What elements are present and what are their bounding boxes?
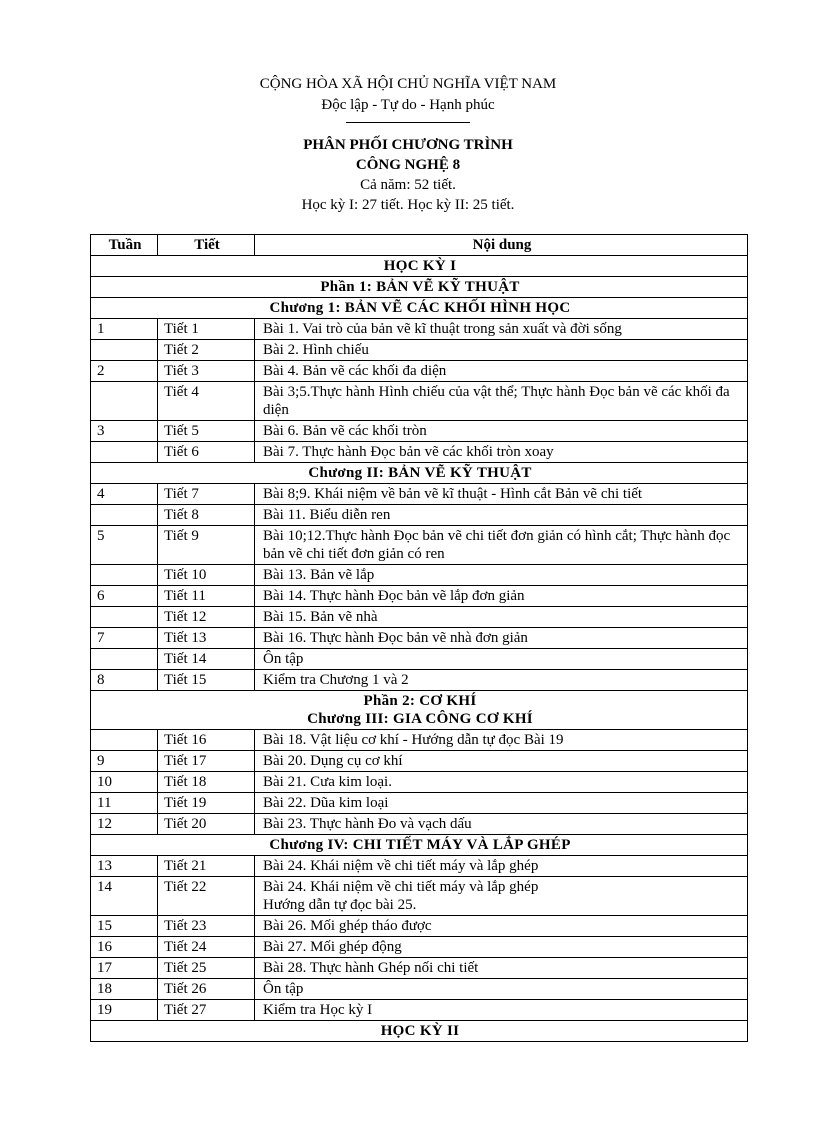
- period-cell: Tiết 19: [158, 793, 255, 814]
- table-row: [91, 421, 748, 442]
- period-cell: Tiết 4: [158, 382, 255, 421]
- content-cell: [255, 526, 748, 565]
- period-cell: Tiết 1: [158, 319, 255, 340]
- content-cell: [255, 586, 748, 607]
- content-cell: [255, 565, 748, 586]
- content-text: Kiểm tra Học kỳ I: [263, 1002, 373, 1018]
- content-cell: [255, 793, 748, 814]
- table-row: [91, 586, 748, 607]
- content-cell: [255, 814, 748, 835]
- week-cell: 19: [91, 1000, 158, 1021]
- table-row: [91, 793, 748, 814]
- content-text: Bài 16. Thực hành Đọc bản vẽ nhà đơn giản: [263, 630, 528, 646]
- section-heading-text: Chương IV: CHI TIẾT MÁY VÀ LẮP GHÉP: [269, 837, 571, 853]
- week-cell: 14: [91, 877, 158, 916]
- content-text: Bài 15. Bản vẽ nhà: [263, 609, 378, 625]
- section-row: [91, 463, 748, 484]
- content-text: Bài 22. Dũa kim loại: [263, 795, 389, 811]
- table-header-row: [91, 235, 748, 256]
- week-cell: [91, 730, 158, 751]
- content-text: Bài 26. Mối ghép tháo được: [263, 918, 432, 934]
- motto: Độc lập - Tự do - Hạnh phúc: [321, 97, 495, 113]
- content-text: Bài 14. Thực hành Đọc bản vẽ lắp đơn giản: [263, 588, 525, 604]
- content-cell: [255, 670, 748, 691]
- section-row: [91, 277, 748, 298]
- content-text: Bài 20. Dụng cụ cơ khí: [263, 753, 403, 769]
- content-cell: [255, 1000, 748, 1021]
- content-text: Bài 10;12.Thực hành Đọc bản vẽ chi tiết đơn giản có hình cắt; Thực hành đọc bản vẽ chi tiết đơn giản có ren: [263, 528, 731, 562]
- week-cell: 10: [91, 772, 158, 793]
- content-text: Bài 18. Vật liệu cơ khí - Hướng dẫn tự đọc Bài 19: [263, 732, 564, 748]
- header-divider: [346, 122, 470, 123]
- week-cell: 12: [91, 814, 158, 835]
- content-cell: [255, 751, 748, 772]
- table-row: [91, 1000, 748, 1021]
- section-heading: [91, 256, 748, 277]
- content-text: Ôn tập: [263, 651, 304, 667]
- content-cell: [255, 958, 748, 979]
- period-cell: Tiết 23: [158, 916, 255, 937]
- week-cell: [91, 340, 158, 361]
- section-row: [91, 256, 748, 277]
- section-heading: [91, 463, 748, 484]
- section-heading: [91, 835, 748, 856]
- week-cell: [91, 565, 158, 586]
- section-heading-text: Phần 1: BẢN VẼ KỸ THUẬT: [320, 279, 520, 295]
- period-cell: Tiết 8: [158, 505, 255, 526]
- content-cell: [255, 730, 748, 751]
- week-cell: 6: [91, 586, 158, 607]
- section-heading: [91, 1021, 748, 1042]
- content-text: Bài 28. Thực hành Ghép nối chi tiết: [263, 960, 479, 976]
- column-header-period: Tiết: [158, 235, 255, 256]
- period-cell: Tiết 25: [158, 958, 255, 979]
- section-heading: [91, 691, 748, 730]
- section-heading-text: Chương II: BẢN VẼ KỸ THUẬT: [308, 465, 532, 481]
- period-cell: Tiết 2: [158, 340, 255, 361]
- section-row: [91, 691, 748, 730]
- table-row: [91, 814, 748, 835]
- table-row: [91, 526, 748, 565]
- week-cell: 1: [91, 319, 158, 340]
- table-row: [91, 916, 748, 937]
- table-row: [91, 958, 748, 979]
- week-cell: 3: [91, 421, 158, 442]
- period-cell: Tiết 21: [158, 856, 255, 877]
- week-cell: 11: [91, 793, 158, 814]
- week-cell: 4: [91, 484, 158, 505]
- column-header-content: Nội dung: [255, 235, 748, 256]
- subject-title: CÔNG NGHỆ 8: [355, 157, 461, 173]
- table-row: [91, 856, 748, 877]
- content-cell: [255, 382, 748, 421]
- content-cell: [255, 361, 748, 382]
- year-total: Cả năm: 52 tiết.: [360, 177, 456, 193]
- table-row: [91, 382, 748, 421]
- content-text: Ôn tập: [263, 981, 304, 997]
- content-cell: [255, 442, 748, 463]
- week-cell: 2: [91, 361, 158, 382]
- section-subheading-text: Chương III: GIA CÔNG CƠ KHÍ: [307, 711, 533, 727]
- content-cell: [255, 979, 748, 1000]
- period-cell: Tiết 18: [158, 772, 255, 793]
- content-cell: [255, 772, 748, 793]
- period-cell: Tiết 16: [158, 730, 255, 751]
- period-cell: Tiết 26: [158, 979, 255, 1000]
- week-cell: [91, 442, 158, 463]
- period-cell: Tiết 6: [158, 442, 255, 463]
- content-cell: [255, 505, 748, 526]
- table-row: [91, 340, 748, 361]
- week-cell: [91, 382, 158, 421]
- week-cell: 16: [91, 937, 158, 958]
- content-text: Bài 27. Mối ghép động: [263, 939, 402, 955]
- content-text-line2: Hướng dẫn tự đọc bài 25.: [263, 897, 417, 913]
- section-heading: [91, 277, 748, 298]
- period-cell: Tiết 10: [158, 565, 255, 586]
- section-row: [91, 298, 748, 319]
- period-cell: Tiết 14: [158, 649, 255, 670]
- table-row: [91, 877, 748, 916]
- period-cell: Tiết 27: [158, 1000, 255, 1021]
- content-cell: [255, 319, 748, 340]
- week-cell: 17: [91, 958, 158, 979]
- content-text: Bài 21. Cưa kim loại.: [263, 774, 392, 790]
- table-row: [91, 751, 748, 772]
- week-cell: [91, 649, 158, 670]
- week-cell: [91, 607, 158, 628]
- content-text: Bài 23. Thực hành Đo và vạch dấu: [263, 816, 472, 832]
- period-cell: Tiết 3: [158, 361, 255, 382]
- period-cell: Tiết 17: [158, 751, 255, 772]
- content-text: Bài 3;5.Thực hành Hình chiếu của vật thể; Thực hành Đọc bản vẽ các khối đa diện: [263, 384, 730, 418]
- content-text: Bài 7. Thực hành Đọc bản vẽ các khối tròn xoay: [263, 444, 554, 460]
- section-heading-text: Phần 2: CƠ KHÍ: [363, 693, 477, 709]
- period-cell: Tiết 12: [158, 607, 255, 628]
- table-row: [91, 442, 748, 463]
- week-cell: 5: [91, 526, 158, 565]
- period-cell: Tiết 9: [158, 526, 255, 565]
- period-cell: Tiết 13: [158, 628, 255, 649]
- document-title: PHÂN PHỐI CHƯƠNG TRÌNH: [303, 137, 513, 153]
- semester-totals: Học kỳ I: 27 tiết. Học kỳ II: 25 tiết.: [301, 197, 515, 213]
- period-cell: Tiết 15: [158, 670, 255, 691]
- content-text: Bài 8;9. Khái niệm về bản vẽ kĩ thuật - Hình cắt Bản vẽ chi tiết: [263, 486, 643, 502]
- content-cell: [255, 484, 748, 505]
- table-row: [91, 565, 748, 586]
- column-header-week: Tuần: [91, 235, 158, 256]
- period-cell: Tiết 5: [158, 421, 255, 442]
- week-cell: 8: [91, 670, 158, 691]
- content-text: Bài 24. Khái niệm về chi tiết máy và lắp ghép: [263, 879, 539, 895]
- content-cell: [255, 607, 748, 628]
- content-text: Bài 1. Vai trò của bản vẽ kĩ thuật trong sản xuất và đời sống: [263, 321, 622, 337]
- content-text: Bài 13. Bản vẽ lắp: [263, 567, 375, 583]
- week-cell: 18: [91, 979, 158, 1000]
- table-row: [91, 361, 748, 382]
- period-cell: Tiết 7: [158, 484, 255, 505]
- period-cell: Tiết 24: [158, 937, 255, 958]
- table-row: [91, 628, 748, 649]
- content-cell: [255, 937, 748, 958]
- content-cell: [255, 649, 748, 670]
- section-heading-text: HỌC KỲ II: [380, 1023, 460, 1039]
- period-cell: Tiết 11: [158, 586, 255, 607]
- table-body: [91, 256, 748, 1042]
- table-row: [91, 730, 748, 751]
- section-heading: [91, 298, 748, 319]
- content-text: Bài 2. Hình chiếu: [263, 342, 369, 358]
- content-cell: [255, 856, 748, 877]
- week-cell: 9: [91, 751, 158, 772]
- content-text: Bài 11. Biểu diễn ren: [263, 507, 391, 523]
- nation-name: CỘNG HÒA XÃ HỘI CHỦ NGHĨA VIỆT NAM: [259, 76, 557, 92]
- content-text: Kiểm tra Chương 1 và 2: [263, 672, 409, 688]
- table-row: [91, 937, 748, 958]
- week-cell: 13: [91, 856, 158, 877]
- table-row: [91, 979, 748, 1000]
- content-cell: [255, 421, 748, 442]
- table-row: [91, 319, 748, 340]
- content-text: Bài 4. Bản vẽ các khối đa diện: [263, 363, 447, 379]
- content-cell: [255, 628, 748, 649]
- section-row: [91, 835, 748, 856]
- week-cell: 7: [91, 628, 158, 649]
- week-cell: [91, 505, 158, 526]
- table-row: [91, 649, 748, 670]
- content-text: Bài 6. Bản vẽ các khối tròn: [263, 423, 427, 439]
- period-cell: Tiết 22: [158, 877, 255, 916]
- content-cell: [255, 916, 748, 937]
- week-cell: 15: [91, 916, 158, 937]
- section-heading-text: HỌC KỲ I: [383, 258, 457, 274]
- content-text: Bài 24. Khái niệm về chi tiết máy và lắp ghép: [263, 858, 539, 874]
- table-row: [91, 505, 748, 526]
- curriculum-table: [90, 234, 748, 1042]
- table-row: [91, 607, 748, 628]
- content-cell: [255, 340, 748, 361]
- period-cell: Tiết 20: [158, 814, 255, 835]
- table-row: [91, 484, 748, 505]
- table-row: [91, 670, 748, 691]
- section-row: [91, 1021, 748, 1042]
- section-heading-text: Chương 1: BẢN VẼ CÁC KHỐI HÌNH HỌC: [269, 300, 571, 316]
- content-cell: [255, 877, 748, 916]
- table-row: [91, 772, 748, 793]
